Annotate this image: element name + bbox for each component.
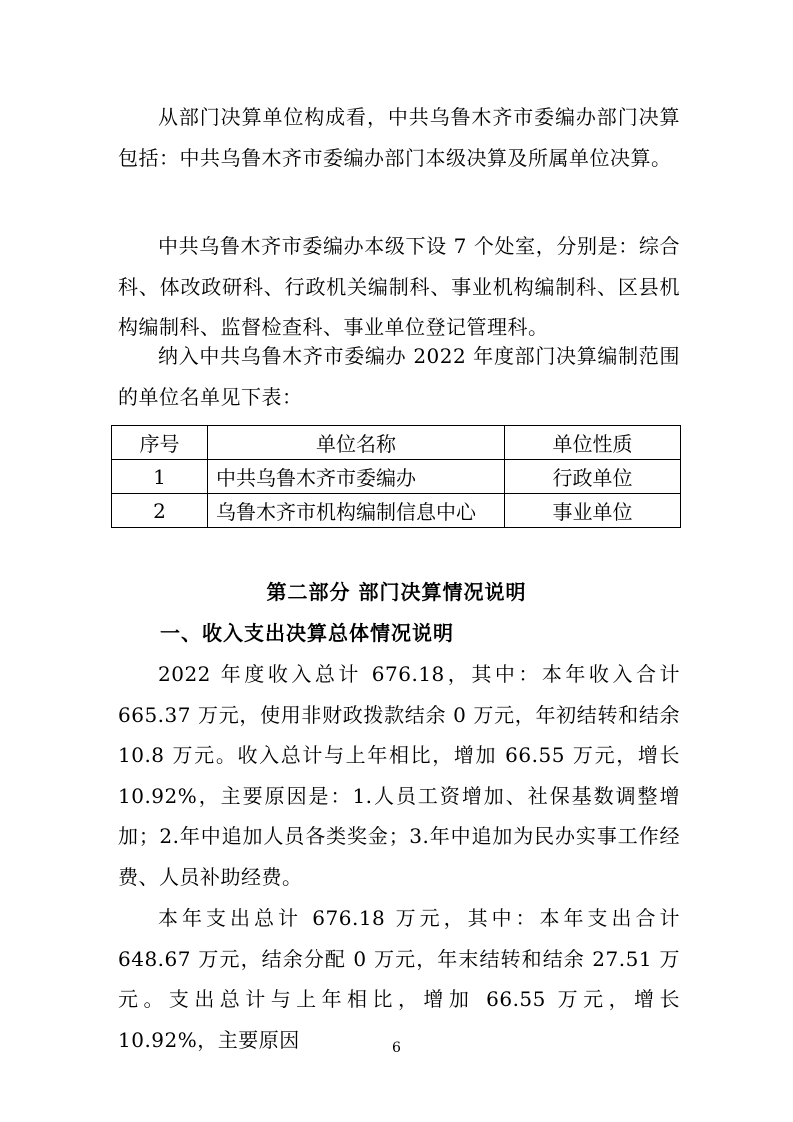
section-title: 第二部分 部门决算情况说明 bbox=[266, 580, 527, 604]
column-header-unit-name: 单位名称 bbox=[208, 426, 505, 460]
paragraph-income-summary: 2022 年度收入总计 676.18，其中：本年收入合计 665.37 万元，使用非财政拨款结余 0 万元，年初结转和结余 10.8 万元。收入总计与上年相比，增加 66.55 万元，增长 10.92%，主要原因是：1.人员工资增加、社保基数调整增加；2.年中追加人员各类奖金；3.年中追加为民办实事工作经费、人员补助经费。 bbox=[118, 662, 680, 889]
cell-unit-name: 中共乌鲁木齐市委编办 bbox=[208, 460, 505, 494]
table-row bbox=[112, 494, 681, 528]
column-header-unit-type: 单位性质 bbox=[505, 426, 681, 460]
cell-unit-type: 事业单位 bbox=[505, 494, 681, 528]
table-header-row bbox=[112, 426, 681, 460]
subsection-title: 一、收入支出决算总体情况说明 bbox=[160, 621, 454, 645]
page-number: 6 bbox=[392, 1040, 401, 1056]
paragraph-budget-composition: 从部门决算单位构成看，中共乌鲁木齐市委编办部门决算包括：中共乌鲁木齐市委编办部门本级决算及所属单位决算。 bbox=[118, 105, 680, 170]
unit-table bbox=[111, 425, 681, 528]
cell-number: 2 bbox=[112, 494, 208, 528]
column-header-number: 序号 bbox=[112, 426, 208, 460]
cell-unit-name: 乌鲁木齐市机构编制信息中心 bbox=[208, 494, 505, 528]
cell-number: 1 bbox=[112, 460, 208, 494]
table-row bbox=[112, 460, 681, 494]
cell-unit-type: 行政单位 bbox=[505, 460, 681, 494]
paragraph-expense-summary: 本年支出总计 676.18 万元，其中：本年支出合计 648.67 万元，结余分配 0 万元，年末结转和结余 27.51 万元。支出总计与上年相比，增加 66.55 万元，增长 10.92%，主要原因 bbox=[118, 906, 680, 1052]
paragraph-departments: 中共乌鲁木齐市委编办本级下设 7 个处室，分别是：综合科、体改政研科、行政机关编制科、事业机构编制科、区县机构编制科、监督检查科、事业单位登记管理科。 bbox=[118, 234, 680, 339]
paragraph-unit-list-intro: 纳入中共乌鲁木齐市委编办 2022 年度部门决算编制范围的单位名单见下表： bbox=[118, 344, 680, 409]
